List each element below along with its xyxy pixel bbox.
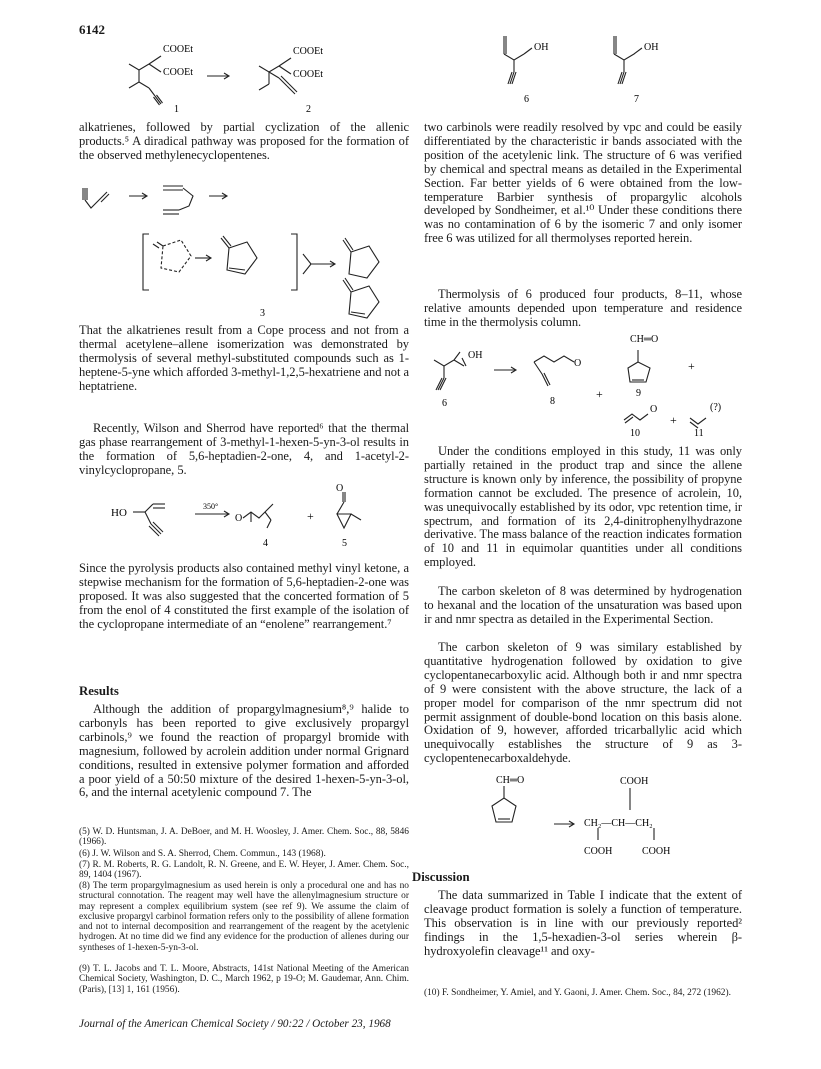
plus-sign-2: + (688, 359, 695, 373)
paragraph-conditions: Under the conditions employed in this study, 11 was only partially retained in the product trap and since the allene structure is known only by inference, the possibility of propyne formation cannot be excluded. The presence of acrolein, 10, was unequivocally established by its odor, vpc retention time, ir spectrum, and formation of its 2,4-dinitrophenylhydrazone derivative. The mass balance of the reaction indicates formation of 10 and 11 in equimolar quantities under all conditions employed. (424, 444, 742, 570)
paragraph-two-carbinols: two carbinols were readily resolved by vpc and could be easily differentiated by the characteristic ir bands associated with the position of the acetylenic link. The structure of 6 was verified by chemical and spectral means as detailed in the Experimental Section. Far better yields of 6 were obtained from the low-temperature Barbier synthesis of propargylic alcohols developed by Sondheimer, et al.¹⁰ Under these conditions there was no contamination of 6 by the isomeric 7 and only isomer free 6 was utilized for all thermolyses reported herein. (424, 120, 742, 246)
paragraph-discussion: The data summarized in Table I indicate that the extent of cleavage product formation is solely a function of temperature. This observation is in line with our previously reported² findings in the 1,5-hexadien-3-ol series wherein β-hydroxyolefin cleavage¹¹ and oxy- (424, 888, 742, 958)
compound-number-6b: 6 (442, 398, 447, 409)
ester-label-2a: COOEt (293, 46, 323, 57)
footnote-6: (6) J. W. Wilson and S. A. Sherrod, Chem. Commun., 143 (1968). (79, 849, 326, 859)
ester-label-1a: COOEt (163, 44, 193, 55)
compound-number-8: 8 (550, 396, 555, 407)
svg-text:O: O (336, 484, 344, 494)
scheme-2-cyclization (79, 172, 409, 320)
compound-number-2: 2 (306, 104, 311, 114)
compound-number-9: 9 (636, 388, 641, 399)
o-label-10: O (650, 404, 658, 415)
cooh-right-label: COOH (642, 846, 671, 857)
footnote-8: (8) The term propargylmagnesium as used herein is only a procedural one and has no structural connotation. The reagent may well have the allenylmagnesium structure or may represent a complex equilibrium system (see ref 9). We assume the claim of exclusive propargyl carbinol formation refers only to the possibility of allene formation and not to internal decomposition and rearrangement of the reagent by the acetylenic hydrogen. At no time did we find any evidence for the production of allenes during our syntheses of 1-hexen-5-yn-3-ol. (79, 881, 409, 953)
oh-label-scheme5: OH (468, 350, 483, 361)
page-number: 6142 (79, 22, 105, 37)
compound-number-10: 10 (630, 428, 640, 439)
svg-text:+: + (307, 509, 314, 523)
oh-label-7: OH (644, 42, 659, 53)
question-label: (?) (710, 402, 722, 413)
cho-label-scheme6: CH═O (496, 775, 525, 786)
discussion-heading: Discussion (412, 870, 470, 884)
scheme-4-carbinols (484, 28, 744, 108)
compound-number-5: 5 (342, 538, 347, 549)
compound-number-11: 11 (694, 428, 704, 439)
scheme-6-oxidation (480, 772, 730, 862)
footnote-10: (10) F. Sondheimer, Y. Amiel, and Y. Gaoni, J. Amer. Chem. Soc., 84, 272 (1962). (424, 988, 731, 998)
tricarballylic-chain-label: CH₂—CH—CH₂ (584, 818, 653, 829)
scheme-3-pyrolysis (111, 484, 381, 550)
ho-label: HO (111, 507, 127, 519)
paragraph-wilson-sherrod: Recently, Wilson and Sherrod have reported⁶ that the thermal gas phase rearrangement of 3-methyl-1-hexen-5-yn-3-ol results in the formation of 5,6-heptadien-2-one, 4, and 1-acetyl-2-vinylcyclopropane, 5. (79, 421, 409, 477)
paragraph-results: Although the addition of propargylmagnesium⁸,⁹ halide to carbonyls has been reported to give exclusively propargyl carbinols,⁹ we found the reaction of propargyl bromide with magnesium, followed by acrolein addition under normal Grignard conditions, resulted in extensive polymer formation and afforded a poor yield of a 50:50 mixture of the desired 1-hexen-5-yn-3-ol, 6, and the internal acetylenic compound 7. The (79, 702, 409, 800)
scheme-1-structures-1-and-2 (119, 34, 399, 114)
compound-number-6: 6 (524, 94, 529, 105)
plus-sign-1: + (596, 387, 603, 401)
compound-number-3: 3 (260, 308, 265, 319)
svg-text:O: O (235, 513, 243, 524)
paragraph-thermolysis: Thermolysis of 6 produced four products, 8–11, whose relative amounts depended upon temperature and residence time in the thermolysis column. (424, 287, 742, 329)
oh-label-6: OH (534, 42, 549, 53)
scheme-5-thermolysis-products (424, 328, 742, 440)
compound-number-7: 7 (634, 94, 639, 105)
results-heading: Results (79, 684, 119, 698)
compound-number-4: 4 (263, 538, 268, 549)
compound-number-1: 1 (174, 104, 179, 114)
cho-label-9: CH═O (630, 334, 659, 345)
ester-label-1b: COOEt (163, 67, 193, 78)
cooh-top-label: COOH (620, 776, 649, 787)
footnote-5: (5) W. D. Huntsman, J. A. DeBoer, and M. H. Woosley, J. Amer. Chem. Soc., 88, 5846 (1966). (79, 827, 409, 848)
footnote-9: (9) T. L. Jacobs and T. L. Moore, Abstracts, 141st National Meeting of the American Chemical Society, Washington, D. C., March 1962, p 19-O; M. Gaudemar, Ann. Chim. (Paris), [13] 1, 161 (1956). (79, 964, 409, 995)
paragraph-carbon-skeleton-8: The carbon skeleton of 8 was determined by hydrogenation to hexanal and the location of the unsaturation was based upon ir and nmr spectra as detailed in the Experimental Section. (424, 584, 742, 626)
paragraph-carbon-skeleton-9: The carbon skeleton of 9 was similary established by quantitative hydrogenation followed by oxidation to give cyclopentanecarboxylic acid. Although both ir and nmr spectra of 9 were consistent with the above structure, the lack of a proper model for comparison of the nmr spectrum did not permit assignment of double-bond location on this basis alone. Oxidation of 9, however, afforded tricarballylic acid which unequivocally establishes the structure of 9 as 3-cyclopentenecarboxaldehyde. (424, 640, 742, 766)
o-label-8: O (574, 358, 582, 369)
temperature-label: 350° (203, 502, 219, 511)
ester-label-2b: COOEt (293, 69, 323, 80)
paragraph-pyrolysis: Since the pyrolysis products also contained methyl vinyl ketone, a stepwise mechanism for the formation of 5,6-heptadien-2-one was proposed. It was also suggested that the concerted formation of 5 from the enol of 4 constituted the first example of the isolation of the cyclopropane intermediate of an “enolene” rearrangement.⁷ (79, 561, 409, 631)
cooh-left-label: COOH (584, 846, 613, 857)
footnote-7: (7) R. M. Roberts, R. G. Landolt, R. N. Greene, and E. W. Heyer, J. Amer. Chem. Soc., 89, 1404 (1967). (79, 860, 409, 881)
paragraph-cope-process: That the alkatrienes result from a Cope process and not from a thermal acetylene–allene isomerization was demonstrated by thermolysis of several methyl-substituted compounds such as 1-heptene-5-yne which afforded 3-methyl-1,2,5-hexatriene and not a heptatriene. (79, 323, 409, 393)
paragraph-alkatrienes: alkatrienes, followed by partial cyclization of the allenic products.⁵ A diradical pathway was proposed for the formation of the observed methylenecyclopentenes. (79, 120, 409, 162)
plus-sign-3: + (670, 413, 677, 427)
journal-footer: Journal of the American Chemical Society / 90:22 / October 23, 1968 (79, 1018, 391, 1030)
